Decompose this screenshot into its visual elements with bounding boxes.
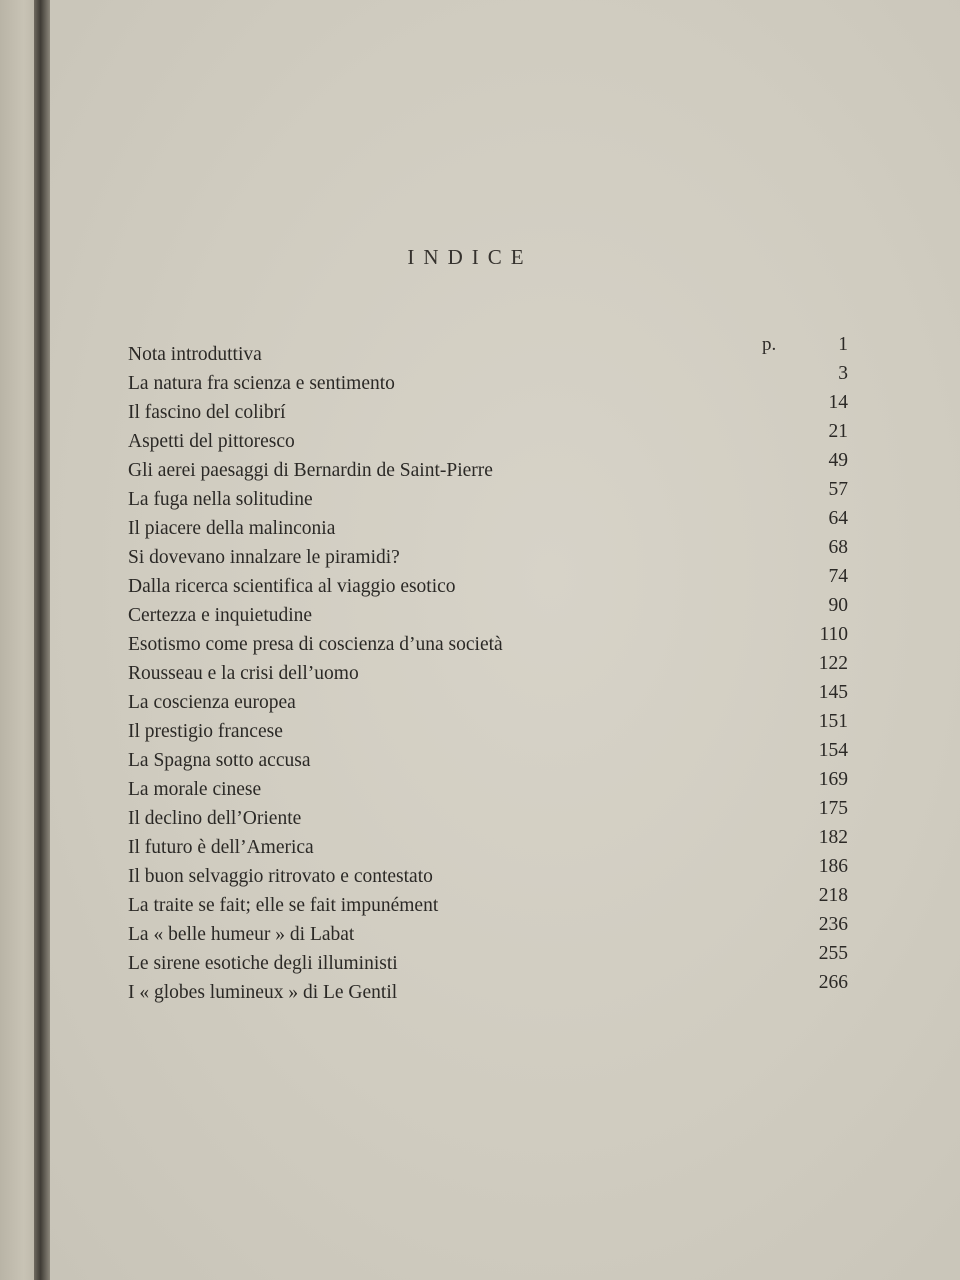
toc-entry-page: 151 bbox=[818, 711, 848, 732]
toc-entry bbox=[128, 421, 848, 460]
toc-entry bbox=[128, 769, 848, 808]
toc-entry-title: La fuga nella solitudine bbox=[128, 489, 313, 510]
toc-entry bbox=[128, 334, 848, 373]
toc-entry bbox=[128, 682, 848, 721]
toc-entry-title: Il buon selvaggio ritrovato e contestato bbox=[128, 866, 433, 887]
toc-entry-title: Le sirene esotiche degli illuministi bbox=[128, 953, 398, 974]
toc-entry-title: Nota introduttiva bbox=[128, 344, 262, 365]
toc-entry bbox=[128, 363, 848, 402]
toc-entry-title: Esotismo come presa di coscienza d’una società bbox=[128, 634, 503, 655]
toc-entry-title: La morale cinese bbox=[128, 779, 262, 800]
toc-entry-page: 57 bbox=[828, 479, 848, 500]
toc-entry bbox=[128, 972, 848, 1011]
toc-entry bbox=[128, 595, 848, 634]
toc-entry-title: I « globes lumineux » di Le Gentil bbox=[128, 982, 398, 1003]
toc-entry-page: 236 bbox=[818, 914, 848, 935]
toc-entry-page: 110 bbox=[819, 624, 848, 645]
toc-entry-page: 175 bbox=[818, 798, 848, 819]
toc-entry-title: La coscienza europea bbox=[128, 692, 296, 713]
toc-entry bbox=[128, 653, 848, 692]
toc-entry-title: Dalla ricerca scientifica al viaggio esotico bbox=[128, 576, 456, 597]
toc-entry bbox=[128, 537, 848, 576]
toc-entry-page: 218 bbox=[818, 885, 848, 906]
toc-entry-page: 266 bbox=[818, 972, 848, 993]
table-of-contents bbox=[128, 334, 848, 1011]
toc-entry bbox=[128, 566, 848, 605]
toc-entry-page: 186 bbox=[818, 856, 848, 877]
toc-entry-title: La « belle humeur » di Labat bbox=[128, 924, 355, 945]
toc-entry bbox=[128, 856, 848, 895]
toc-entry-title: Il fascino del colibrí bbox=[128, 402, 286, 423]
toc-entry-title: Certezza e inquietudine bbox=[128, 605, 313, 626]
toc-entry-page: 49 bbox=[828, 450, 848, 471]
toc-entry bbox=[128, 450, 848, 489]
toc-entry bbox=[128, 798, 848, 837]
toc-entry-title: La traite se fait; elle se fait impunément bbox=[128, 895, 439, 916]
toc-entry-title: La natura fra scienza e sentimento bbox=[128, 373, 395, 394]
toc-entry-page: 74 bbox=[828, 566, 848, 587]
toc-entry-title: Il declino dell’Oriente bbox=[128, 808, 302, 829]
toc-entry-page: 154 bbox=[818, 740, 848, 761]
toc-entry-title: Aspetti del pittoresco bbox=[128, 431, 295, 452]
toc-entry-title: Rousseau e la crisi dell’uomo bbox=[128, 663, 359, 684]
page-prefix-label: p. bbox=[762, 334, 777, 355]
toc-entry bbox=[128, 624, 848, 663]
toc-entry bbox=[128, 827, 848, 866]
page-title: INDICE bbox=[407, 245, 533, 269]
toc-entry-title: Il piacere della malinconia bbox=[128, 518, 336, 539]
toc-entry-page: 14 bbox=[828, 392, 848, 413]
toc-entry-title: Il futuro è dell’America bbox=[128, 837, 314, 858]
left-page-edge bbox=[0, 0, 34, 1280]
toc-entry bbox=[128, 943, 848, 982]
toc-entry-page: 255 bbox=[818, 943, 848, 964]
toc-entry-page: 169 bbox=[818, 769, 848, 790]
toc-entry bbox=[128, 508, 848, 547]
toc-entry-title: Gli aerei paesaggi di Bernardin de Saint-Pierre bbox=[128, 460, 493, 481]
toc-entry-page: 68 bbox=[828, 537, 848, 558]
toc-entry bbox=[128, 711, 848, 750]
toc-entry-page: 1 bbox=[838, 334, 848, 355]
toc-entry bbox=[128, 740, 848, 779]
toc-entry-page: 3 bbox=[838, 363, 848, 384]
toc-entry-title: Il prestigio francese bbox=[128, 721, 283, 742]
toc-entry-title: Si dovevano innalzare le piramidi? bbox=[128, 547, 400, 568]
toc-entry-title: La Spagna sotto accusa bbox=[128, 750, 311, 771]
toc-entry-page: 64 bbox=[828, 508, 848, 529]
toc-entry bbox=[128, 914, 848, 953]
toc-entry-page: 90 bbox=[828, 595, 848, 616]
toc-entry-page: 182 bbox=[818, 827, 848, 848]
book-spine bbox=[34, 0, 50, 1280]
toc-entry bbox=[128, 392, 848, 431]
toc-entry-page: 145 bbox=[818, 682, 848, 703]
toc-entry bbox=[128, 885, 848, 924]
toc-entry-page: 21 bbox=[828, 421, 848, 442]
toc-entry-page: 122 bbox=[818, 653, 848, 674]
toc-entry bbox=[128, 479, 848, 518]
